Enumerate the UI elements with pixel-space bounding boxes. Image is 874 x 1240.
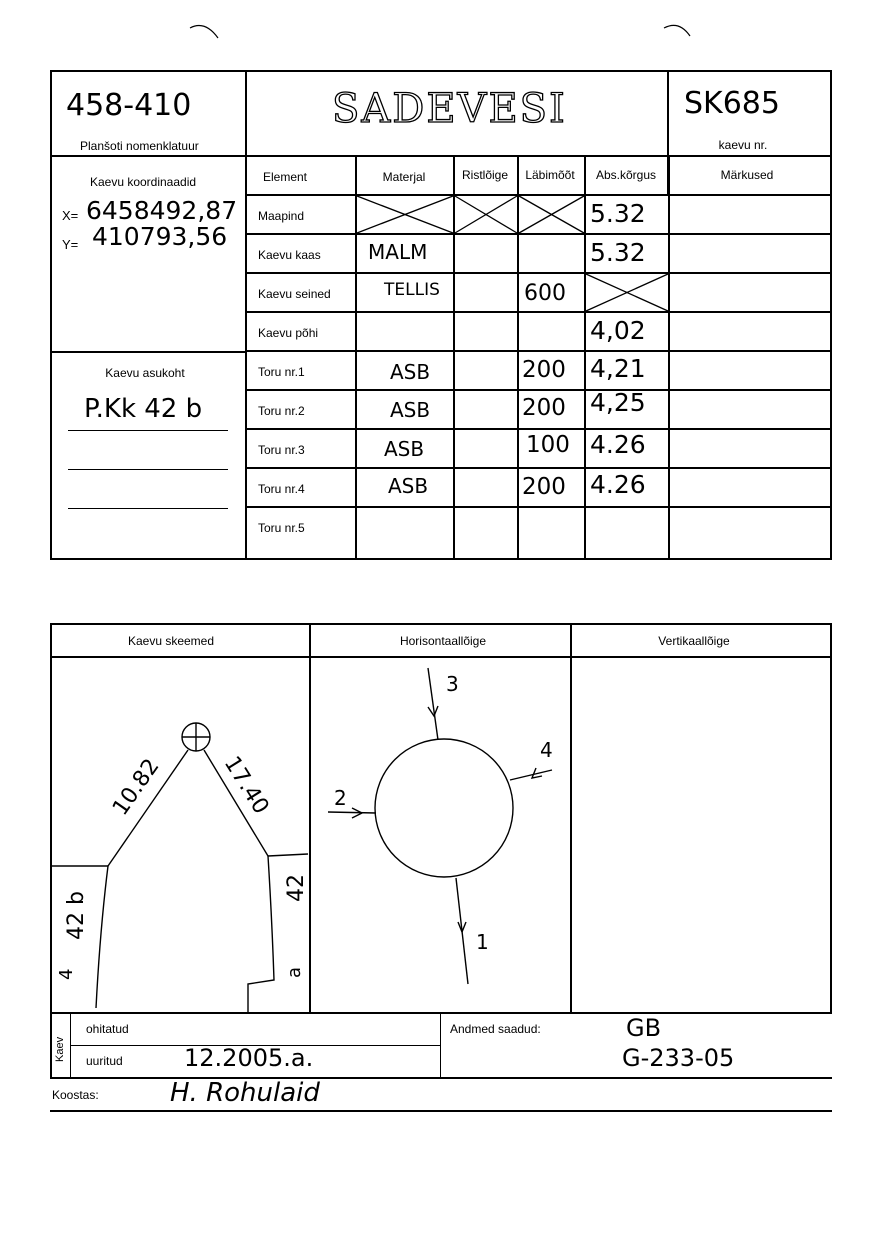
well-side-label: Kaev	[54, 1036, 66, 1062]
compiled-signature: H. Rohulaid	[170, 1078, 320, 1108]
well-number-label: kaevu nr.	[718, 138, 768, 152]
compiled-label: Koostas:	[52, 1088, 99, 1102]
x-value: 6458492,87	[86, 196, 238, 225]
surveyed-date: 12.2005.a.	[184, 1044, 314, 1072]
row-diameter: 100	[526, 432, 570, 458]
row-element: Maapind	[258, 209, 305, 223]
row-material: TELLIS	[384, 280, 440, 300]
horizontal-section-label: Horisontaallõige	[399, 634, 487, 648]
left-house-small: 4	[56, 968, 77, 980]
inspected-label: ohitatud	[86, 1022, 129, 1036]
data-from-source: GB	[626, 1014, 662, 1042]
y-value: 410793,56	[92, 222, 228, 251]
header-notes: Märkused	[720, 168, 774, 182]
row-element: Kaevu seined	[258, 287, 331, 301]
sheet-label: Planšoti nomenklatuur	[80, 139, 199, 153]
vertical-section-label: Vertikaallõige	[658, 634, 730, 648]
scheme-label: Kaevu skeemed	[127, 634, 215, 648]
row-element: Toru nr.3	[258, 443, 305, 457]
row-diameter: 200	[522, 395, 566, 421]
surveyed-label: uuritud	[86, 1054, 123, 1068]
x-label: X=	[62, 208, 79, 223]
row-material: ASB	[388, 474, 429, 498]
right-house-number: 42	[284, 874, 309, 902]
data-from-label: Andmed saadud:	[450, 1022, 541, 1036]
right-house-small: a	[284, 966, 305, 978]
row-height: 5.32	[590, 238, 646, 267]
row-element: Kaevu kaas	[258, 248, 321, 262]
y-label: Y=	[62, 237, 79, 252]
pipe-3-label: 3	[446, 672, 459, 696]
row-height: 5.32	[590, 199, 646, 228]
row-height: 4,21	[590, 354, 646, 383]
header-material: Materjal	[382, 170, 426, 184]
pipe-2-label: 2	[334, 786, 347, 810]
row-diameter: 600	[524, 281, 566, 306]
row-material: ASB	[384, 437, 425, 461]
pipe-1-label: 1	[476, 930, 489, 954]
row-element: Toru nr.2	[258, 404, 305, 418]
data-from-reference: G-233-05	[622, 1044, 735, 1072]
right-distance: 17.40	[218, 752, 274, 819]
row-element: Toru nr.5	[258, 521, 305, 535]
row-material: MALM	[368, 240, 428, 264]
pipe-4-label: 4	[540, 738, 553, 762]
header-section: Ristlõige	[461, 168, 509, 182]
row-diameter: 200	[522, 357, 566, 383]
row-material: ASB	[390, 398, 431, 422]
row-material: ASB	[390, 360, 431, 384]
header-height: Abs.kõrgus	[595, 168, 657, 182]
row-height: 4,25	[590, 388, 646, 417]
row-element: Toru nr.1	[258, 365, 305, 379]
row-diameter: 200	[522, 474, 566, 500]
header-element: Element	[262, 170, 308, 184]
left-house-number: 42 b	[64, 891, 89, 940]
coordinates-label: Kaevu koordinaadid	[89, 175, 197, 189]
page-title: SADEVESI	[332, 86, 567, 132]
location-label: Kaevu asukoht	[105, 366, 185, 380]
location-value: P.Kk 42 b	[84, 394, 203, 424]
row-element: Kaevu põhi	[258, 326, 319, 340]
row-element: Toru nr.4	[258, 482, 305, 496]
well-number: SK685	[684, 86, 780, 121]
header-diameter: Läbimõõt	[525, 168, 575, 182]
sheet-number: 458-410	[66, 88, 192, 123]
row-height: 4.26	[590, 470, 646, 499]
row-height: 4.26	[590, 430, 646, 459]
left-distance: 10.82	[108, 754, 165, 821]
row-height: 4,02	[590, 316, 646, 345]
